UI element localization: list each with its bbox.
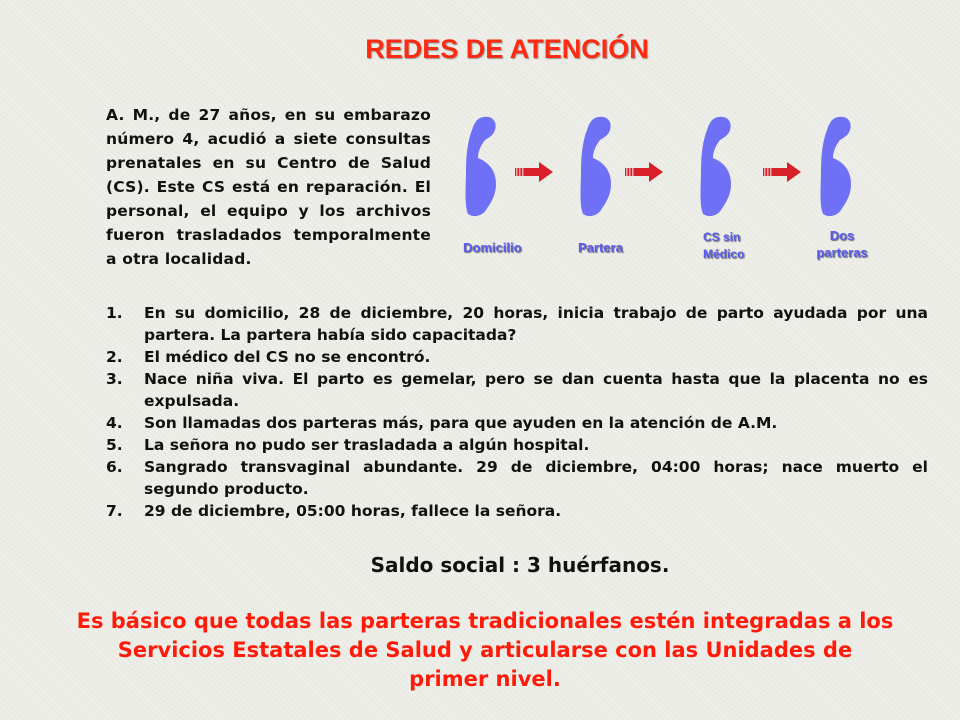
label-dos-parteras <box>810 227 874 261</box>
list-item-number: 6. <box>106 458 123 476</box>
label-partera: Partera <box>578 240 623 255</box>
list-item-number: 1. <box>106 304 123 322</box>
list-item <box>106 434 928 456</box>
case-intro-text: A. M., de 27 años, en su embarazo número 4, acudió a siete consultas prenatales en su Centro de Salud (CS). Este CS está en reparación. El personal, el equipo y los archivos fueron trasladados temporalmente a otra localidad. <box>106 106 431 268</box>
arrow-right-icon <box>761 162 801 182</box>
label-cs-line2: Médico <box>703 247 745 261</box>
list-item <box>106 368 928 412</box>
conclusion-text: Es básico que todas las parteras tradicionales estén integradas a los Servicios Estatales de Salud y articularse con las Unidades de primer nivel. <box>76 609 894 691</box>
list-item-number: 3. <box>106 370 123 388</box>
label-cs-line1: CS sin <box>703 230 741 244</box>
list-item <box>106 456 928 500</box>
list-item-text: 29 de diciembre, 05:00 horas, fallece la señora. <box>144 502 562 520</box>
list-item-text: El médico del CS no se encontró. <box>144 348 431 366</box>
list-item-text: La señora no pudo ser trasladada a algún hospital. <box>144 436 590 454</box>
list-item <box>106 500 928 522</box>
list-item <box>106 302 928 346</box>
label-cs-sin-medico <box>703 229 744 263</box>
pregnant-woman-icon <box>815 114 865 218</box>
list-item <box>106 346 928 368</box>
list-item-number: 2. <box>106 348 123 366</box>
list-item-text: En su domicilio, 28 de diciembre, 20 horas, inicia trabajo de parto ayudada por una partera. La partera había sido capacitada? <box>144 304 928 344</box>
pregnant-woman-icon <box>575 114 625 218</box>
arrow-right-icon <box>623 162 663 182</box>
social-balance-text: Saldo social : 3 huérfanos. <box>370 553 670 577</box>
events-list <box>106 302 928 522</box>
label-dos-line2: parteras <box>816 245 868 260</box>
pregnant-woman-icon <box>460 114 510 218</box>
label-domicilio: Domicilio <box>463 240 522 255</box>
list-item-text: Nace niña viva. El parto es gemelar, pero se dan cuenta hasta que la placenta no es expulsada. <box>144 370 928 410</box>
list-item-number: 5. <box>106 436 123 454</box>
pregnant-woman-icon <box>695 114 745 218</box>
list-item-text: Sangrado transvaginal abundante. 29 de diciembre, 04:00 horas; nace muerto el segundo producto. <box>144 458 928 498</box>
list-item-number: 7. <box>106 502 123 520</box>
list-item-text: Son llamadas dos parteras más, para que ayuden en la atención de A.M. <box>144 414 778 432</box>
label-dos-line1: Dos <box>829 228 855 243</box>
arrow-right-icon <box>513 162 553 182</box>
page-title: REDES DE ATENCIÓN <box>365 34 649 64</box>
list-item-number: 4. <box>106 414 123 432</box>
care-flow-diagram <box>455 110 885 280</box>
list-item <box>106 412 928 434</box>
